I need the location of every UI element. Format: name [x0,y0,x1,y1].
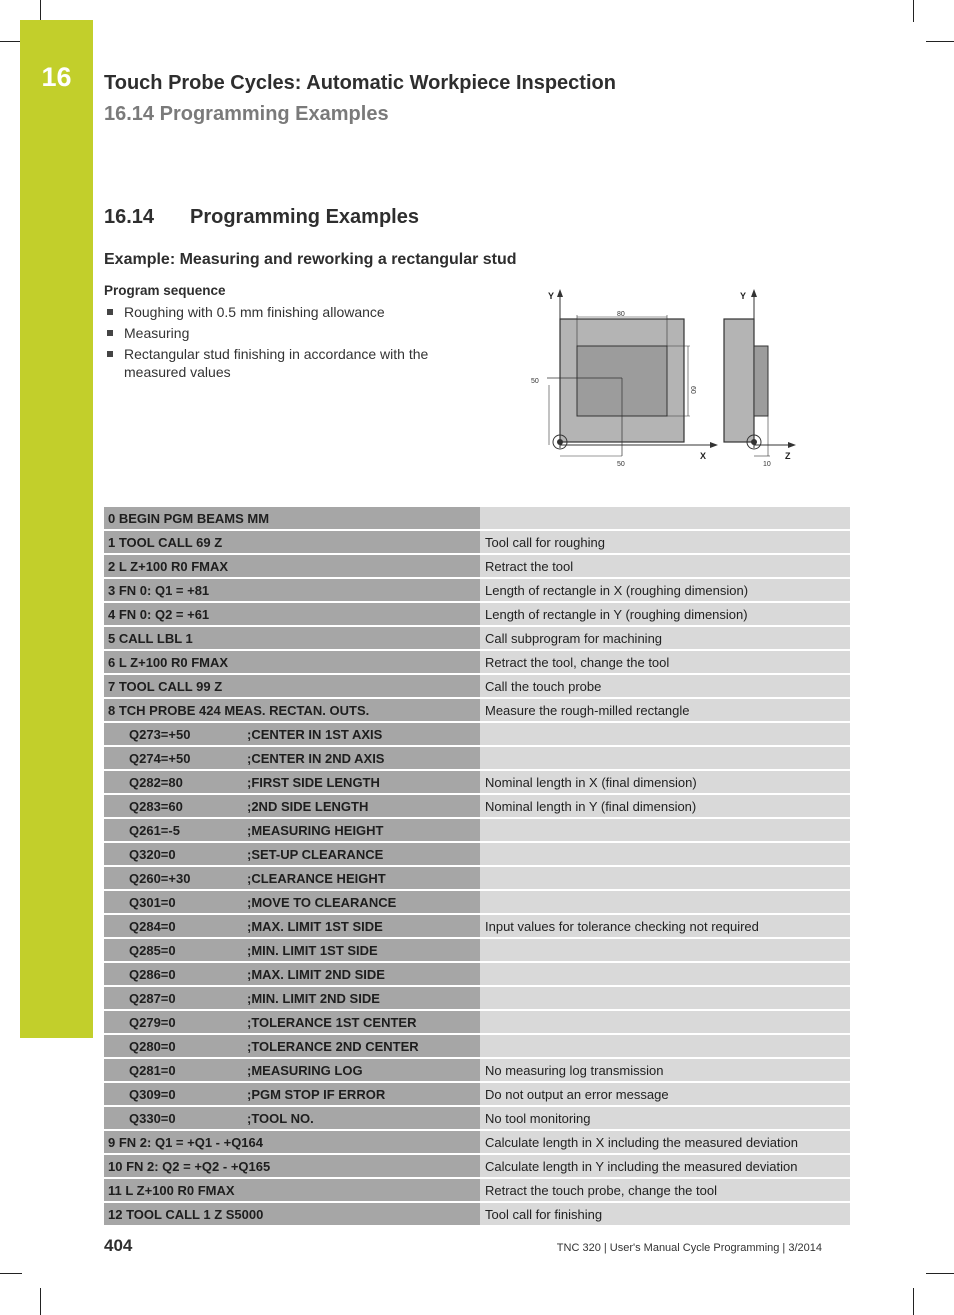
description-cell: Calculate length in X including the measured deviation [480,1131,850,1153]
table-row [104,579,850,601]
code-cell: 2 L Z+100 R0 FMAX [104,555,480,577]
code-cell: 1 TOOL CALL 69 Z [104,531,480,553]
description-cell [480,747,850,769]
description-cell: No tool monitoring [480,1107,850,1129]
param-comment: ;MIN. LIMIT 1ST SIDE [247,942,378,958]
crop-mark [926,41,954,42]
bullet-icon [107,330,113,336]
code-cell [104,1011,480,1033]
table-row [104,699,850,721]
param-value: Q260=+30 [129,870,191,886]
param-value: Q284=0 [129,918,176,934]
code-cell [104,1107,480,1129]
table-row [104,963,850,985]
list-item [104,303,464,321]
table-row [104,723,850,745]
code-cell: 6 L Z+100 R0 FMAX [104,651,480,673]
param-value: Q261=-5 [129,822,180,838]
param-comment: ;FIRST SIDE LENGTH [247,774,380,790]
arrow-icon [788,442,796,448]
param-value: Q286=0 [129,966,176,982]
description-cell: Measure the rough-milled rectangle [480,699,850,721]
param-value: Q279=0 [129,1014,176,1030]
param-comment: ;CLEARANCE HEIGHT [247,870,386,886]
param-comment: ;MEASURING HEIGHT [247,822,384,838]
code-cell [104,747,480,769]
table-row [104,867,850,889]
list-item [104,324,464,342]
table-row [104,1107,850,1129]
table-row [104,1035,850,1057]
dimension-label: 60 [689,386,696,394]
description-cell: Input values for tolerance checking not required [480,915,850,937]
code-cell: 10 FN 2: Q2 = +Q2 - +Q165 [104,1155,480,1177]
description-cell: Length of rectangle in Y (roughing dimension) [480,603,850,625]
description-cell: Tool call for roughing [480,531,850,553]
code-cell [104,867,480,889]
description-cell: Do not output an error message [480,1083,850,1105]
param-comment: ;TOOL NO. [247,1110,314,1126]
table-row [104,507,850,529]
code-cell [104,723,480,745]
code-cell: 8 TCH PROBE 424 MEAS. RECTAN. OUTS. [104,699,480,721]
description-cell: Retract the tool [480,555,850,577]
param-value: Q274=+50 [129,750,191,766]
description-cell: Retract the touch probe, change the tool [480,1179,850,1201]
crop-mark [913,1288,914,1315]
list-item [104,345,464,381]
list-item-text: Measuring [124,325,190,341]
code-cell: 5 CALL LBL 1 [104,627,480,649]
param-value: Q330=0 [129,1110,176,1126]
dimension-label: 80 [617,311,625,318]
crop-mark [926,1273,954,1274]
program-table-body [104,507,850,1225]
axis-label: X [700,451,707,461]
arrow-icon [710,442,718,448]
code-cell: 7 TOOL CALL 99 Z [104,675,480,697]
description-cell [480,507,850,529]
code-cell [104,1035,480,1057]
table-row [104,675,850,697]
table-row [104,1131,850,1153]
param-value: Q281=0 [129,1062,176,1078]
table-row [104,747,850,769]
table-row [104,1059,850,1081]
code-cell [104,963,480,985]
table-row [104,651,850,673]
axis-label: Y [740,291,747,301]
arrow-icon [557,289,563,297]
param-comment: ;MIN. LIMIT 2ND SIDE [247,990,380,1006]
param-comment: ;CENTER IN 1ST AXIS [247,726,383,742]
param-comment: ;MOVE TO CLEARANCE [247,894,397,910]
param-comment: ;MAX. LIMIT 1ST SIDE [247,918,383,934]
table-row [104,819,850,841]
param-comment: ;SET-UP CLEARANCE [247,846,384,862]
param-value: Q285=0 [129,942,176,958]
param-value: Q273=+50 [129,726,191,742]
param-value: Q320=0 [129,846,176,862]
description-cell: Retract the tool, change the tool [480,651,850,673]
code-cell: 9 FN 2: Q1 = +Q1 - +Q164 [104,1131,480,1153]
side-view [724,289,796,468]
chapter-subtitle: 16.14 Programming Examples [104,103,389,125]
description-cell [480,843,850,865]
front-view [531,289,718,468]
code-cell [104,795,480,817]
description-cell: Length of rectangle in X (roughing dimension) [480,579,850,601]
code-cell [104,1059,480,1081]
crop-mark [0,41,22,42]
table-row [104,1203,850,1225]
table-row [104,555,850,577]
code-cell [104,915,480,937]
arrow-icon [751,289,757,297]
description-cell: Call subprogram for machining [480,627,850,649]
description-cell [480,723,850,745]
description-cell [480,963,850,985]
param-value: Q282=80 [129,774,183,790]
description-cell [480,819,850,841]
param-value: Q287=0 [129,990,176,1006]
table-row [104,771,850,793]
description-cell [480,939,850,961]
code-cell: 12 TOOL CALL 1 Z S5000 [104,1203,480,1225]
table-row [104,1011,850,1033]
crop-mark [40,0,41,22]
table-row [104,939,850,961]
workpiece-drawing [520,285,810,470]
example-title: Example: Measuring and reworking a rectangular stud [104,251,517,268]
description-cell [480,987,850,1009]
param-comment: ;MEASURING LOG [247,1062,363,1078]
table-row [104,891,850,913]
dimension-label: 50 [617,461,625,468]
param-value: Q301=0 [129,894,176,910]
description-cell: No measuring log transmission [480,1059,850,1081]
code-cell [104,819,480,841]
table-row [104,915,850,937]
crop-mark [913,0,914,22]
list-item-text: Rectangular stud finishing in accordance with the measured values [124,346,429,380]
description-cell [480,891,850,913]
code-cell [104,987,480,1009]
code-cell: 11 L Z+100 R0 FMAX [104,1179,480,1201]
param-comment: ;PGM STOP IF ERROR [247,1086,386,1102]
table-row [104,987,850,1009]
chapter-number: 16 [41,62,72,92]
chapter-sidebar [20,20,93,1038]
param-comment: ;TOLERANCE 1ST CENTER [247,1014,417,1030]
code-cell [104,771,480,793]
table-row [104,1179,850,1201]
description-cell [480,1011,850,1033]
program-table [104,505,850,1227]
param-value: Q283=60 [129,798,183,814]
section-name: Programming Examples [190,206,419,228]
table-row [104,603,850,625]
description-cell: Calculate length in Y including the measured deviation [480,1155,850,1177]
table-row [104,795,850,817]
dimension-label: 50 [531,378,539,385]
description-cell [480,1035,850,1057]
footer-text: TNC 320 | User's Manual Cycle Programming | 3/2014 [556,1242,822,1254]
description-cell [480,867,850,889]
param-comment: ;2ND SIDE LENGTH [247,798,369,814]
page-number: 404 [104,1236,133,1255]
code-cell [104,939,480,961]
dimension-label: 10 [763,461,771,468]
side-stud [754,346,768,416]
program-sequence-label: Program sequence [104,283,226,298]
code-cell [104,1083,480,1105]
section-number: 16.14 [104,206,155,228]
table-row [104,531,850,553]
code-cell: 4 FN 0: Q2 = +61 [104,603,480,625]
table-row [104,843,850,865]
param-value: Q309=0 [129,1086,176,1102]
param-value: Q280=0 [129,1038,176,1054]
crop-mark [40,1288,41,1315]
code-cell: 0 BEGIN PGM BEAMS MM [104,507,480,529]
param-comment: ;TOLERANCE 2ND CENTER [247,1038,419,1054]
param-comment: ;CENTER IN 2ND AXIS [247,750,385,766]
crop-mark [0,1273,22,1274]
axis-label: Z [785,451,791,461]
section-title [104,206,419,229]
description-cell: Nominal length in Y (final dimension) [480,795,850,817]
table-row [104,1083,850,1105]
code-cell [104,891,480,913]
description-cell: Nominal length in X (final dimension) [480,771,850,793]
description-cell: Tool call for finishing [480,1203,850,1225]
table-row [104,627,850,649]
param-comment: ;MAX. LIMIT 2ND SIDE [247,966,385,982]
bullet-icon [107,309,113,315]
code-cell: 3 FN 0: Q1 = +81 [104,579,480,601]
list-item-text: Roughing with 0.5 mm finishing allowance [124,304,385,320]
chapter-title: Touch Probe Cycles: Automatic Workpiece Inspection [104,72,616,94]
side-body [724,319,754,442]
table-row [104,1155,850,1177]
description-cell: Call the touch probe [480,675,850,697]
bullet-icon [107,351,113,357]
code-cell [104,843,480,865]
axis-label: Y [548,291,555,301]
program-sequence-list [104,303,464,384]
